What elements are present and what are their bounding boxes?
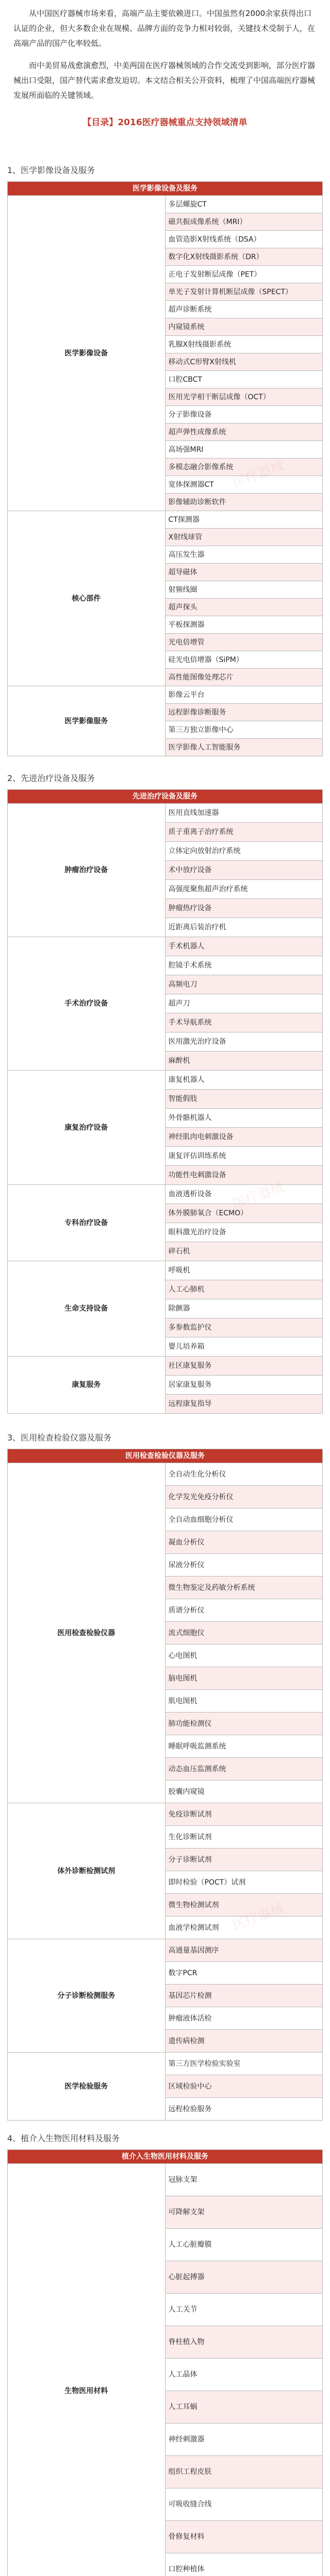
item-cell: 医用光学相干断层成像（OCT）	[165, 388, 323, 406]
item-cell: 移动式C形臂X射线机	[165, 353, 323, 371]
item-cell: 人工关节	[165, 2294, 323, 2326]
item-cell: 全自动血细胞分析仪	[165, 1509, 323, 1531]
item-cell: 脑电图机	[165, 1667, 323, 1690]
item-cell: 血液透析设备	[165, 1185, 323, 1204]
item-cell: 超声弹性成像系统	[165, 423, 323, 441]
item-cell: 肌电图机	[165, 1690, 323, 1713]
item-cell: 骨修复材料	[165, 2521, 323, 2553]
category-cell: 医用检查检验仪器	[8, 1463, 166, 1803]
item-cell: 全自动生化分析仪	[165, 1463, 323, 1486]
item-cell: 高场强MRI	[165, 441, 323, 459]
item-cell: 基因芯片检测	[165, 1985, 323, 2007]
table-row	[8, 1071, 323, 1090]
item-cell: 口腔种植体	[165, 2553, 323, 2576]
category-cell: 专科治疗设备	[8, 1185, 166, 1261]
item-cell: 除颤器	[165, 1299, 323, 1318]
item-cell: 肿瘤热疗设备	[165, 899, 323, 918]
table-row	[8, 196, 323, 213]
item-cell: 微生物检测试剂	[165, 1894, 323, 1917]
item-cell: 近距离后装治疗机	[165, 918, 323, 937]
category-cell: 生命支持设备	[8, 1261, 166, 1357]
category-cell: 核心部件	[8, 511, 166, 686]
item-cell: 立体定向放射治疗系统	[165, 842, 323, 861]
category-cell: 体外诊断检测试剂	[8, 1803, 166, 1939]
item-cell: 呼吸机	[165, 1261, 323, 1280]
section-title: 2、先进治疗设备及服务	[7, 773, 95, 783]
intro	[0, 0, 330, 130]
table-row	[8, 511, 323, 529]
table-row	[8, 804, 323, 823]
item-cell: 影像辅助诊断软件	[165, 494, 323, 511]
item-cell: 远程检验服务	[165, 2098, 323, 2121]
item-cell: 流式细胞仪	[165, 1622, 323, 1645]
table-row	[8, 1357, 323, 1376]
item-cell: CT探测器	[165, 511, 323, 529]
table-row	[8, 1463, 323, 1486]
item-cell: 磁共振成像系统（MRI）	[165, 213, 323, 231]
item-cell: 外骨骼机器人	[165, 1109, 323, 1128]
item-cell: 射频线圈	[165, 581, 323, 599]
item-cell: 平板探测器	[165, 616, 323, 634]
item-cell: 手术导航系统	[165, 1013, 323, 1032]
item-cell: 高性能图像处理芯片	[165, 669, 323, 686]
item-cell: 智能假肢	[165, 1090, 323, 1109]
item-cell: 光电倍增管	[165, 634, 323, 651]
item-cell: 社区康复服务	[165, 1357, 323, 1376]
item-cell: 正电子发射断层成像（PET）	[165, 266, 323, 283]
item-cell: 质子重离子治疗系统	[165, 823, 323, 842]
item-cell: 影像云平台	[165, 686, 323, 704]
item-cell: 婴儿培养箱	[165, 1337, 323, 1357]
item-cell: 超声刀	[165, 994, 323, 1013]
category-cell: 手术治疗设备	[8, 937, 166, 1071]
item-cell: 凝血分析仪	[165, 1531, 323, 1554]
item-cell: 肿瘤液体活检	[165, 2007, 323, 2030]
item-cell: 心脏起搏器	[165, 2261, 323, 2294]
intro-paragraph-1: 从中国医疗器械市场来看，高端产品主要依赖进口。中国虽然有2000余家获得出口认证的企业，但大多数企业在规模、品牌方面的竞争力相对较弱，关键技术受制于人，在高端产品的国产化率较低。	[13, 9, 316, 48]
section-3	[0, 1432, 330, 2121]
item-cell: 单光子发射计算机断层成像（SPECT）	[165, 283, 323, 301]
catalog-table	[7, 789, 323, 1414]
category-cell: 生物医用材料	[8, 2164, 166, 2576]
item-cell: 多层螺旋CT	[165, 196, 323, 213]
item-cell: 遗传病检测	[165, 2030, 323, 2053]
item-cell: 体外膜肺氧合（ECMO）	[165, 1204, 323, 1223]
item-cell: 动态血压监测系统	[165, 1758, 323, 1781]
table-row	[8, 937, 323, 956]
item-cell: 超导磁体	[165, 564, 323, 581]
item-cell: 功能性电刺激设备	[165, 1166, 323, 1185]
item-cell: 第三方医学检验实验室	[165, 2053, 323, 2075]
table-row	[8, 1803, 323, 1826]
item-cell: 高强度聚焦超声治疗系统	[165, 880, 323, 899]
item-cell: 内窥镜系统	[165, 318, 323, 336]
watermark: 医疗器械	[230, 1179, 286, 1212]
item-cell: 数字化X射线摄影系统（DR）	[165, 248, 323, 266]
item-cell: 术中放疗设备	[165, 861, 323, 880]
item-cell: 血液学检测试剂	[165, 1917, 323, 1939]
item-cell: 免疫诊断试剂	[165, 1803, 323, 1826]
category-cell: 分子诊断检测服务	[8, 1939, 166, 2053]
item-cell: 神经刺激器	[165, 2424, 323, 2456]
item-cell: 血管造影X射线系统（DSA）	[165, 231, 323, 248]
item-cell: 高压发生器	[165, 546, 323, 564]
item-cell: 即时检验（POCT）试剂	[165, 1871, 323, 1894]
category-cell: 康复服务	[8, 1357, 166, 1414]
section-title: 4、植介入生物医用材料及服务	[7, 2133, 120, 2143]
item-cell: 分子诊断试剂	[165, 1849, 323, 1871]
item-cell: 心电图机	[165, 1645, 323, 1667]
item-cell: 远程影像诊断服务	[165, 704, 323, 721]
item-cell: 多模态融合影像系统	[165, 459, 323, 476]
item-cell: 居家康复服务	[165, 1376, 323, 1395]
item-cell: 可吸收缝合线	[165, 2488, 323, 2521]
category-cell: 医学检验服务	[8, 2053, 166, 2121]
item-cell: 生化诊断试剂	[165, 1826, 323, 1849]
item-cell: 肺功能检测仪	[165, 1713, 323, 1735]
item-cell: 质谱分析仪	[165, 1599, 323, 1622]
item-cell: 睡眠呼吸监测系统	[165, 1735, 323, 1758]
item-cell: 超声诊断系统	[165, 301, 323, 318]
item-cell: 人工耳蜗	[165, 2391, 323, 2424]
item-cell: 胶囊内窥镜	[165, 1781, 323, 1803]
item-cell: 人工心脏瓣膜	[165, 2229, 323, 2261]
item-cell: 可降解支架	[165, 2196, 323, 2229]
section-title: 3、医用检查检验仪器及服务	[7, 1433, 112, 1443]
watermark: 医疗器械	[230, 1900, 286, 1934]
item-cell: 乳腺X射线摄影系统	[165, 336, 323, 353]
item-cell: 硅光电倍增器（SiPM）	[165, 651, 323, 669]
table-row	[8, 1185, 323, 1204]
table-row	[8, 1939, 323, 1962]
item-cell: X射线球管	[165, 529, 323, 546]
item-cell: 碎石机	[165, 1242, 323, 1261]
item-cell: 冠脉支架	[165, 2164, 323, 2196]
item-cell: 眼科激光治疗设备	[165, 1223, 323, 1242]
table-row	[8, 2053, 323, 2075]
item-cell: 分子影像设备	[165, 406, 323, 423]
item-cell: 神经肌肉电刺激设备	[165, 1128, 323, 1147]
item-cell: 麻醉机	[165, 1052, 323, 1071]
toc-title: 【目录】2016医疗器械重点支持领域清单	[82, 117, 248, 128]
item-cell: 口腔CBCT	[165, 371, 323, 388]
item-cell: 高频电刀	[165, 975, 323, 994]
table-row	[8, 686, 323, 704]
table-header: 医用检查检验仪器及服务	[8, 1449, 323, 1463]
category-cell: 康复治疗设备	[8, 1071, 166, 1185]
item-cell: 宽体探测器CT	[165, 476, 323, 494]
item-cell: 手术机器人	[165, 937, 323, 956]
item-cell: 腔镜手术系统	[165, 956, 323, 975]
section-4	[0, 2133, 330, 2576]
item-cell: 区域检验中心	[165, 2075, 323, 2098]
item-cell: 脊柱植入物	[165, 2326, 323, 2359]
section-1	[0, 165, 330, 756]
item-cell: 康复机器人	[165, 1071, 323, 1090]
item-cell: 远程康复指导	[165, 1395, 323, 1414]
item-cell: 医用直线加速器	[165, 804, 323, 823]
section-title: 1、医学影像设备及服务	[7, 165, 95, 175]
item-cell: 超声探头	[165, 599, 323, 616]
table-header: 先进治疗设备及服务	[8, 790, 323, 804]
section-2	[0, 773, 330, 1414]
item-cell: 人工心肺机	[165, 1280, 323, 1299]
catalog-table	[7, 181, 323, 756]
item-cell: 医学影像人工智能服务	[165, 739, 323, 756]
table-row	[8, 2164, 323, 2196]
item-cell: 组织工程皮肤	[165, 2456, 323, 2488]
item-cell: 高通量基因测序	[165, 1939, 323, 1962]
catalog-table	[7, 1449, 323, 2121]
item-cell: 多参数监护仪	[165, 1318, 323, 1337]
item-cell: 第三方独立影像中心	[165, 721, 323, 739]
table-row	[8, 1261, 323, 1280]
category-cell: 医学影像设备	[8, 196, 166, 511]
item-cell: 尿液分析仪	[165, 1554, 323, 1577]
item-cell: 数字PCR	[165, 1962, 323, 1985]
item-cell: 康复评估训练系统	[165, 1147, 323, 1166]
table-header: 植介入生物医用材料及服务	[8, 2150, 323, 2164]
catalog-table	[7, 2149, 323, 2576]
item-cell: 人工晶体	[165, 2359, 323, 2391]
category-cell: 肿瘤治疗设备	[8, 804, 166, 937]
intro-paragraph-2: 而中美贸易战愈演愈烈，中美两国在医疗器械领域的合作交流受到影响，部分医疗器械出口受限，国产替代需求愈发迫切。本文结合相关公开资料，梳理了中国高端医疗器械发展所面临的关键领域。	[13, 61, 316, 100]
item-cell: 微生物鉴定及药敏分析系统	[165, 1577, 323, 1599]
item-cell: 化学发光免疫分析仪	[165, 1486, 323, 1509]
table-header: 医学影像设备及服务	[8, 182, 323, 196]
item-cell: 医用激光治疗设备	[165, 1032, 323, 1052]
category-cell: 医学影像服务	[8, 686, 166, 756]
